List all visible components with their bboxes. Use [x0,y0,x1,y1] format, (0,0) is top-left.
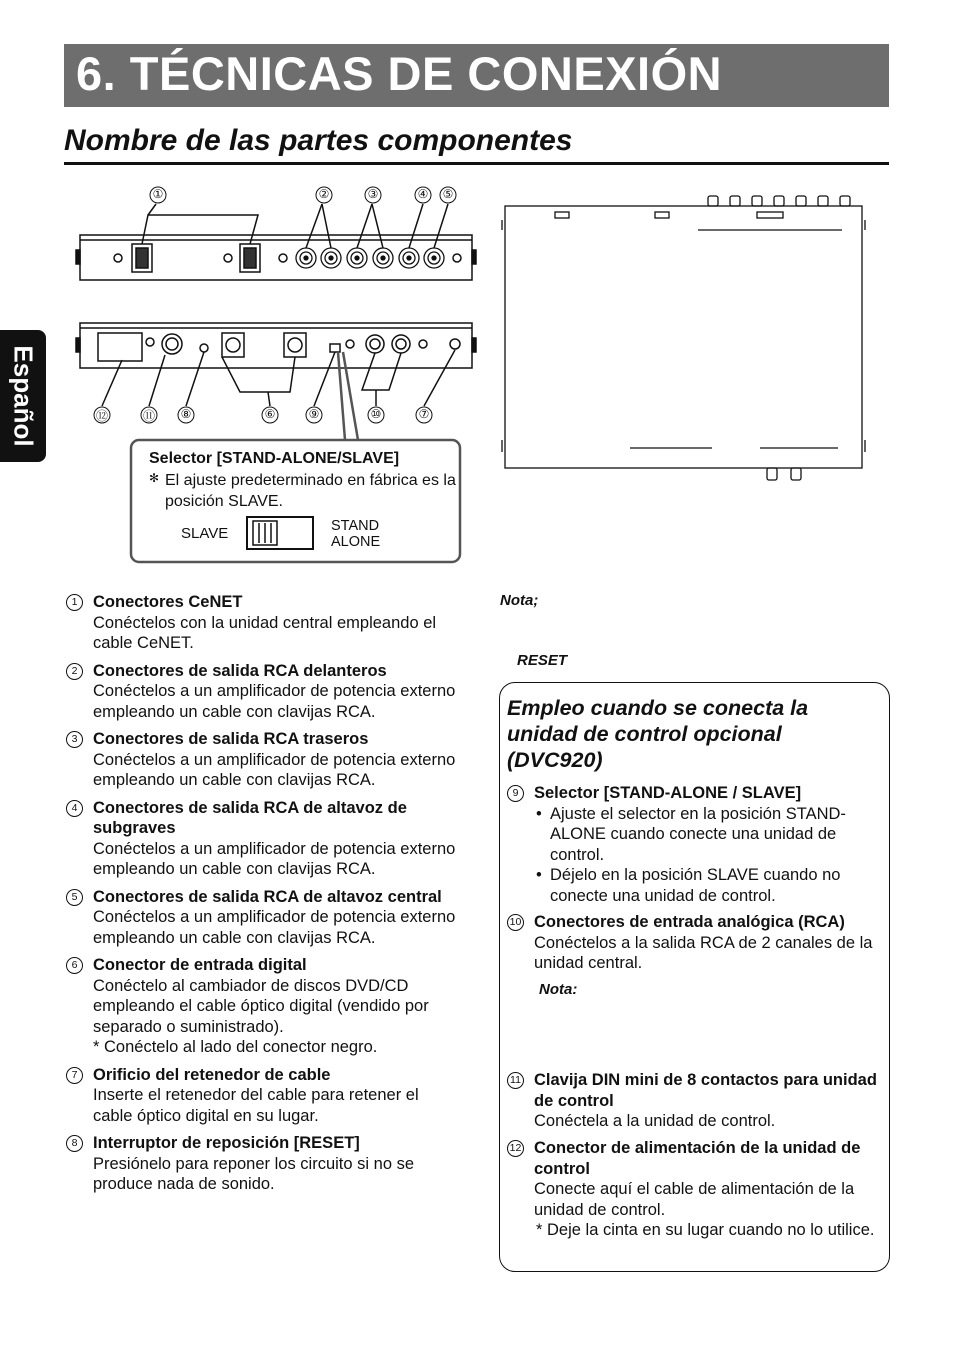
item-number: 7 [66,1067,83,1084]
list-item [64,887,460,949]
list-item [64,661,460,723]
left-item-list [64,592,460,1202]
item-heading: Clavija DIN mini de 8 contactos para unidad de control [534,1071,877,1110]
nota-label: Nota; [500,592,539,609]
callout-9: ⑨ [308,407,320,421]
callout-10: ⑩ [370,407,382,421]
callout-4: ④ [417,187,429,201]
item-extra: * Deje la cinta en su lugar cuando no lo utilice. [536,1221,875,1239]
item-body: Conéctelos con la unidad central empleando el cable CeNET. [93,613,437,652]
item-number: 5 [66,889,83,906]
item-body: Conéctelos a un amplificador de potencia externo empleando un cable con clavijas RCA. [93,908,456,947]
item-heading: Interruptor de reposición [RESET] [93,1134,360,1152]
item-number: 9 [507,785,524,802]
item-number: 12 [507,1140,524,1157]
selector-box-title: Selector [STAND-ALONE/SLAVE] [149,450,400,467]
list-item [64,798,460,880]
language-tab-label: Español [8,345,39,447]
list-item [64,955,460,1058]
list-item [64,729,460,791]
item-number: 10 [507,914,524,931]
list-item [64,592,460,654]
item-number: 3 [66,731,83,748]
item-heading: Orificio del retenedor de cable [93,1065,331,1084]
item-heading: Conectores CeNET [93,593,243,611]
section-title: Nombre de las partes componentes [64,124,573,157]
list-item [64,1133,460,1195]
nota-label-right: Nota: [539,981,578,998]
input-panel [76,323,476,562]
item-heading: Conectores de salida RCA de altavoz central [93,887,442,906]
item-body: Conéctelos a un amplificador de potencia externo empleando un cable con clavijas RCA. [93,750,456,789]
slave-label: SLAVE [181,525,229,542]
connection-diagram [0,0,954,580]
top-callouts [150,187,456,203]
item-number: 11 [507,1072,524,1089]
page-title: 6. TÉCNICAS DE CONEXIÓN [76,47,723,100]
callout-8: ⑧ [180,407,192,421]
callout-2: ② [318,187,330,201]
item-body: Conéctelo al cambiador de discos DVD/CD empleando el cable óptico digital (vendido por separado o suministrado). [93,976,429,1036]
optional-control-title: Empleo cuando se conecta la unidad de control opcional (DVC920) [507,696,809,772]
item-extra: * Conéctelo al lado del conector negro. [93,1038,378,1056]
optional-item-11 [505,1070,883,1139]
item-number: 4 [66,800,83,817]
item-heading: Conectores de salida RCA traseros [93,730,369,748]
selector-note: El ajuste predeterminado en fábrica es la posición SLAVE. [165,472,456,510]
optional-item-9 [505,783,883,913]
item-body: Conéctelos a la salida RCA de 2 canales de la unidad central. [534,933,873,972]
item-body: Conéctelos a un amplificador de potencia externo empleando un cable con clavijas RCA. [93,682,456,721]
item-number: 6 [66,957,83,974]
callout-3: ③ [367,187,379,201]
callout-1: ① [152,187,164,201]
optional-item-10 [505,912,883,981]
item-body: Presiónelo para reponer los circuito si no se produce nada de sonido. [93,1154,415,1193]
item-heading: Conector de entrada digital [93,956,307,974]
bullet-slave: • Déjelo en la posición SLAVE cuando no conecte una unidad de control. [536,866,841,905]
item-number: 8 [66,1135,83,1152]
callout-7: ⑦ [418,407,430,421]
bullet-stand-alone: • Ajuste el selector en la posición STAND-ALONE cuando conecte una unidad de control. [536,804,846,864]
selector-note-mark: ✻ [149,471,160,485]
item-heading: Conectores de salida RCA de altavoz de subgraves [93,798,407,837]
callout-6: ⑥ [264,407,276,421]
callout-12: ⑫ [95,409,108,423]
device-top-view [502,196,865,480]
item-body: Conecte aquí el cable de alimentación de la unidad de control. [534,1180,855,1219]
list-item [64,1065,460,1127]
item-number: 1 [66,594,83,611]
callout-5: ⑤ [442,187,454,201]
item-body: Conéctelos a un amplificador de potencia externo empleando un cable con clavijas RCA. [93,839,456,878]
item-heading: Selector [STAND-ALONE / SLAVE] [534,784,802,802]
item-body: Inserte el retenedor del cable para retener el cable óptico digital en su lugar. [93,1086,419,1125]
callout-11: ⑪ [142,409,155,423]
optional-item-12 [505,1138,883,1248]
reset-label: RESET [517,652,568,669]
stand-alone-label: STAND ALONE [331,518,381,550]
item-heading: Conectores de entrada analógica (RCA) [534,913,845,931]
item-body: Conéctela a la unidad de control. [534,1112,776,1130]
item-heading: Conectores de salida RCA delanteros [93,661,387,680]
item-number: 2 [66,663,83,680]
output-panel [76,204,476,280]
item-heading: Conector de alimentación de la unidad de control [534,1139,861,1178]
